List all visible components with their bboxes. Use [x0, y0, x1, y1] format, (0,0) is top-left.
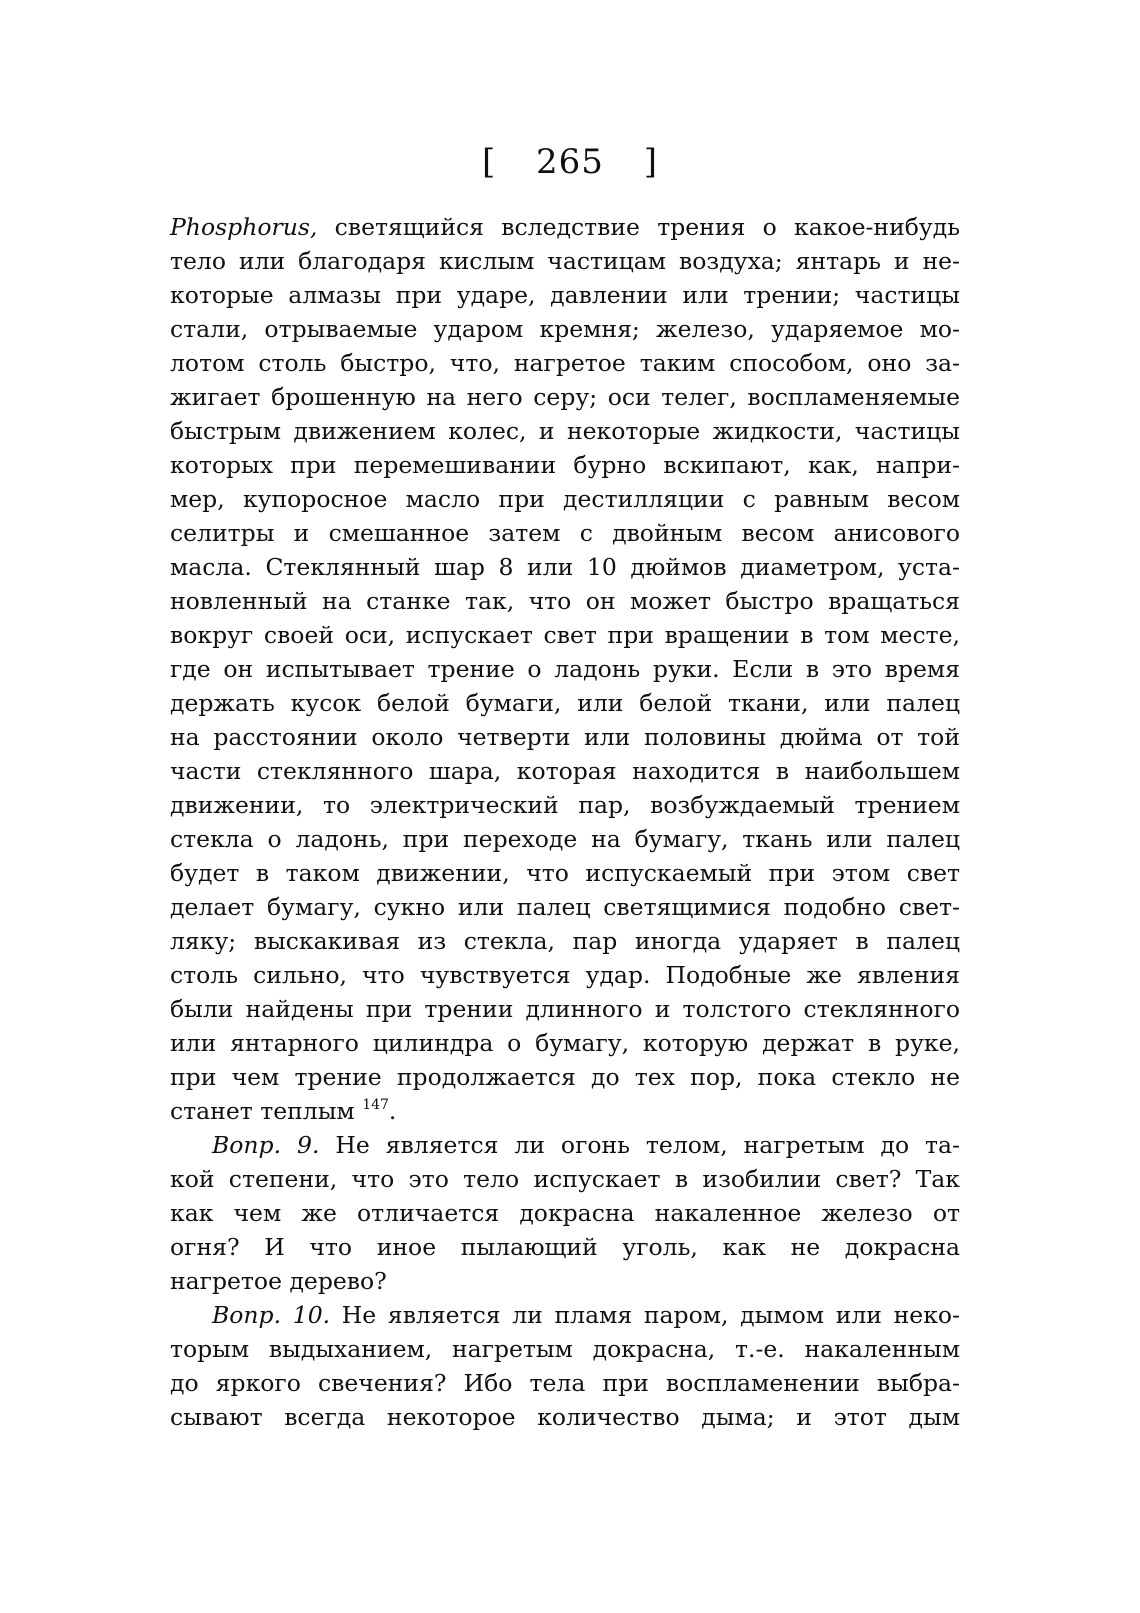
italic-lead: Phosphorus, — [170, 213, 318, 241]
text-line — [170, 1366, 960, 1400]
line-text: сывают всегда некоторое количество дыма; и этот дым — [170, 1403, 960, 1431]
line-text: части стеклянного шара, которая находится в наибольшем — [170, 757, 960, 785]
text-line — [170, 754, 960, 788]
line-text: селитры и смешанное затем с двойным весом анисового — [170, 519, 960, 547]
page-number-value: 265 — [536, 142, 604, 182]
page-number — [0, 142, 1140, 182]
text-line — [170, 720, 960, 754]
text-line — [170, 890, 960, 924]
text-line — [170, 686, 960, 720]
text-line — [170, 652, 960, 686]
line-text: где он испытывает трение о ладонь руки. Если в это время — [170, 655, 960, 683]
line-text: делает бумагу, сукно или палец светящимися подобно свет- — [170, 893, 960, 921]
text-line — [170, 788, 960, 822]
text-line — [170, 1332, 960, 1366]
line-text: стали, отрываемые ударом кремня; железо, ударяемое мо- — [170, 315, 960, 343]
line-text: масла. Стеклянный шар 8 или 10 дюймов диаметром, уста- — [170, 553, 960, 581]
text-line — [170, 1298, 960, 1332]
text-line — [170, 346, 960, 380]
line-text: жигает брошенную на него серу; оси телег, воспламеняемые — [170, 383, 960, 411]
text-line — [170, 380, 960, 414]
text-line — [170, 550, 960, 584]
line-text: которых при перемешивании бурно вскипают, как, напри- — [170, 451, 960, 479]
line-tail: . — [388, 1097, 397, 1125]
footnote-marker: 147 — [362, 1097, 389, 1113]
text-line — [170, 856, 960, 890]
text-line — [170, 618, 960, 652]
text-line — [170, 482, 960, 516]
line-text: до яркого свечения? Ибо тела при воспламенении выбра- — [170, 1369, 960, 1397]
text-line — [170, 992, 960, 1026]
text-line — [170, 1026, 960, 1060]
text-line — [170, 516, 960, 550]
line-text: будет в таком движении, что испускаемый при этом свет — [170, 859, 960, 887]
line-text: которые алмазы при ударе, давлении или трении; частицы — [170, 281, 960, 309]
line-text: торым выдыханием, нагретым докрасна, т.-е. накаленным — [170, 1335, 960, 1363]
line-text: огня? И что иное пылающий уголь, как не докрасна — [170, 1233, 960, 1261]
line-text: как чем же отличается докрасна накаленное железо от — [170, 1199, 960, 1227]
text-line — [170, 448, 960, 482]
italic-lead: Вопр. 9. — [212, 1131, 320, 1159]
line-text: на расстоянии около четверти или половины дюйма от той — [170, 723, 960, 751]
line-text: светящийся вследствие трения о какое-нибудь — [317, 213, 960, 241]
text-line — [170, 1400, 960, 1434]
text-line — [170, 312, 960, 346]
line-text: движении, то электрический пар, возбуждаемый трением — [170, 791, 960, 819]
text-line — [170, 1264, 960, 1298]
text-line — [170, 1230, 960, 1264]
line-text: кой степени, что это тело испускает в изобилии свет? Так — [170, 1165, 960, 1193]
line-text: быстрым движением колес, и некоторые жидкости, частицы — [170, 417, 960, 445]
text-line — [170, 278, 960, 312]
line-text: нагретое дерево? — [170, 1267, 387, 1295]
page-number-right-bracket: ] — [643, 142, 659, 182]
text-line — [170, 210, 960, 244]
text-line — [170, 1060, 960, 1094]
line-text: тело или благодаря кислым частицам воздуха; янтарь и не- — [170, 247, 960, 275]
text-line — [170, 1094, 960, 1128]
line-text: новленный на станке так, что он может быстро вращаться — [170, 587, 960, 615]
line-text: держать кусок белой бумаги, или белой ткани, или палец — [170, 689, 960, 717]
line-text: вокруг своей оси, испускает свет при вращении в том месте, — [170, 621, 960, 649]
line-text: столь сильно, что чувствуется удар. Подобные же явления — [170, 961, 960, 989]
line-text: Не является ли пламя паром, дымом или неко- — [330, 1301, 960, 1329]
italic-lead: Вопр. 10. — [212, 1301, 331, 1329]
line-text: мер, купоросное масло при дестилляции с равным весом — [170, 485, 960, 513]
line-text: или янтарного цилиндра о бумагу, которую держат в руке, — [170, 1029, 960, 1057]
text-line — [170, 1162, 960, 1196]
text-line — [170, 1196, 960, 1230]
text-line — [170, 924, 960, 958]
line-text: ляку; выскакивая из стекла, пар иногда ударяет в палец — [170, 927, 960, 955]
text-line — [170, 584, 960, 618]
text-line — [170, 822, 960, 856]
line-text: Не является ли огонь телом, нагретым до та- — [319, 1131, 960, 1159]
text-line — [170, 1128, 960, 1162]
text-line — [170, 414, 960, 448]
line-text: станет теплым — [170, 1097, 355, 1125]
line-text: лотом столь быстро, что, нагретое таким способом, оно за- — [170, 349, 960, 377]
line-text: стекла о ладонь, при переходе на бумагу, ткань или палец — [170, 825, 960, 853]
body-text — [170, 210, 960, 1434]
text-line — [170, 244, 960, 278]
text-line — [170, 958, 960, 992]
line-text: при чем трение продолжается до тех пор, пока стекло не — [170, 1063, 960, 1091]
page-number-left-bracket: [ — [481, 142, 497, 182]
line-text: были найдены при трении длинного и толстого стеклянного — [170, 995, 960, 1023]
